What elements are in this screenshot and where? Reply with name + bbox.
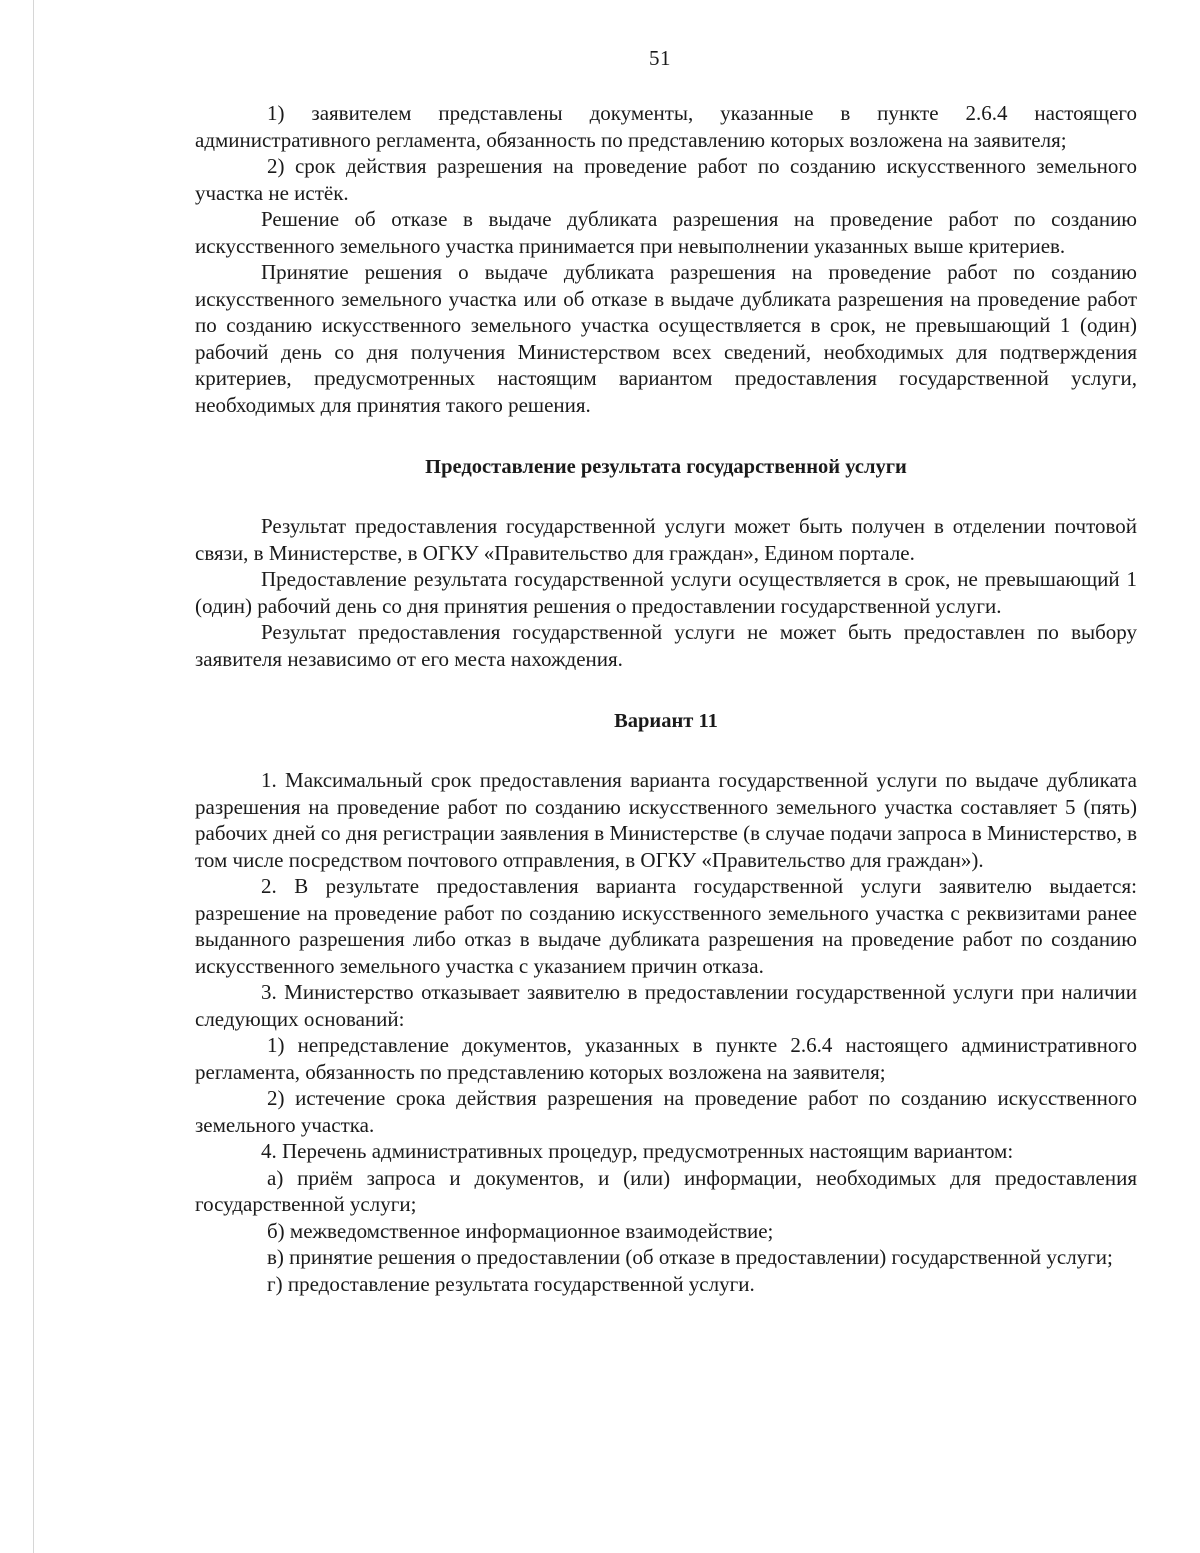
variant-item-4: 4. Перечень административных процедур, предусмотренных настоящим вариантом: [261, 1139, 1014, 1163]
criterion-1: 1) заявителем представлены документы, указанные в пункте 2.6.4 настоящего административного регламента, обязанность по представлению которых возложена на заявителя; [195, 101, 1137, 152]
refusal-decision-paragraph: Решение об отказе в выдаче дубликата разрешения на проведение работ по созданию искусственного земельного участка принимается при невыполнении указанных выше критериев. [195, 207, 1137, 258]
variant-item-1: 1. Максимальный срок предоставления варианта государственной услуги по выдаче дубликата разрешения на проведение работ по созданию искусственного земельного участка составляет 5 (пять) рабочих дней со дня регистрации заявления в Министерстве (в случае подачи запроса в Министерство, в том числе посредством почтового отправления, в ОГКУ «Правительство для граждан»). [195, 768, 1137, 872]
refusal-ground-1: 1) непредставление документов, указанных в пункте 2.6.4 настоящего административного регламента, обязанность по представлению которых возложена на заявителя; [195, 1033, 1137, 1084]
document-body [195, 100, 1137, 1297]
result-delivery-paragraph: Результат предоставления государственной услуги может быть получен в отделении почтовой связи, в Министерстве, в ОГКУ «Правительство для граждан», Едином портале. [195, 514, 1137, 565]
procedure-b: б) межведомственное информационное взаимодействие; [267, 1218, 774, 1243]
criterion-2: 2) срок действия разрешения на проведение работ по созданию искусственного земельного участка не истёк. [195, 154, 1137, 205]
result-term-paragraph: Предоставление результата государственной услуги осуществляется в срок, не превышающий 1 (один) рабочий день со дня принятия решения о предоставлении государственной услуги. [195, 567, 1137, 618]
variant-item-3: 3. Министерство отказывает заявителю в предоставлении государственной услуги при наличии следующих оснований: [195, 980, 1137, 1031]
page-edge-line [33, 0, 34, 1553]
procedure-c: в) принятие решения о предоставлении (об отказе в предоставлении) государственной услуги; [267, 1245, 1113, 1269]
result-section [195, 513, 1137, 672]
decision-term-paragraph: Принятие решения о выдаче дубликата разрешения на проведение работ по созданию искусственного земельного участка или об отказе в выдаче дубликата разрешения на проведение работ по созданию искусственного земельного участка осуществляется в срок, не превышающий 1 (один) рабочий день со дня получения Министерством всех сведений, необходимых для подтверждения критериев, предусмотренных настоящим вариантом предоставления государственной услуги, необходимых для принятия такого решения. [195, 260, 1137, 417]
procedure-a: а) приём запроса и документов, и (или) информации, необходимых для предоставления государственной услуги; [195, 1165, 1137, 1216]
page-number: 51 [649, 46, 671, 70]
variant-heading: Вариант 11 [614, 710, 718, 732]
result-location-paragraph: Результат предоставления государственной услуги не может быть предоставлен по выбору заявителя независимо от его места нахождения. [195, 620, 1137, 671]
refusal-ground-2: 2) истечение срока действия разрешения на проведение работ по созданию искусственного земельного участка. [195, 1086, 1137, 1137]
intro-section [195, 100, 1137, 418]
result-section-heading: Предоставление результата государственной услуги [425, 456, 907, 478]
procedure-d: г) предоставление результата государственной услуги. [267, 1271, 755, 1296]
variant-item-2: 2. В результате предоставления варианта государственной услуги заявителю выдается: разрешение на проведение работ по созданию искусственного земельного участка с реквизитами ранее выданного разрешения либо отказ в выдаче дубликата разрешения на проведение работ по созданию искусственного земельного участка с указанием причин отказа. [195, 874, 1137, 978]
variant-section [195, 767, 1137, 1297]
